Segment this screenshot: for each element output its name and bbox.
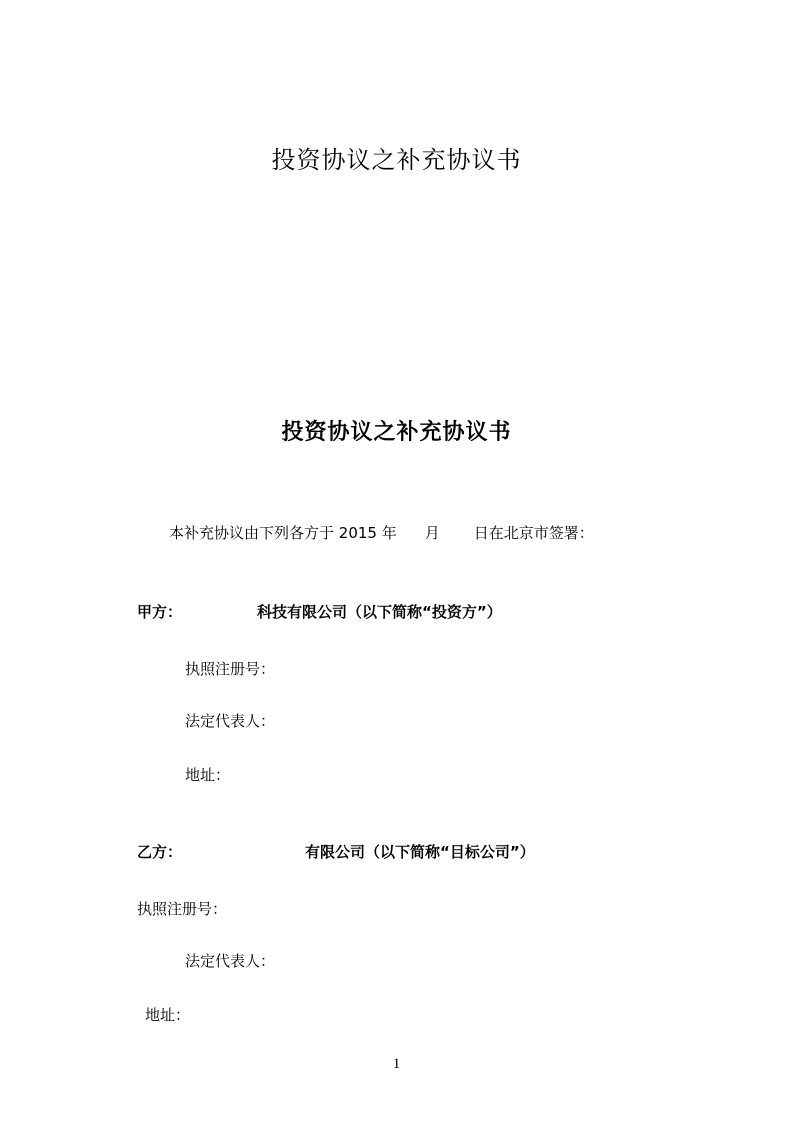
party-b-name: 有限公司（以下简称“目标公司”） <box>305 843 535 861</box>
intro-date-prefix: 本补充协议由下列各方于 2015 年 <box>169 524 397 542</box>
intro-suffix: 日在北京市签署： <box>473 524 594 542</box>
intro-month: 月 <box>424 524 440 542</box>
party-b-representative-label: 法定代表人： <box>185 952 276 970</box>
main-title: 投资协议之补充协议书 <box>281 420 512 445</box>
party-a-label: 甲方： <box>137 603 183 621</box>
party-b-registration-label: 执照注册号： <box>137 900 228 918</box>
party-a-registration-label: 执照注册号： <box>185 660 276 678</box>
party-a-address-label: 地址： <box>185 766 231 784</box>
page-number: 1 <box>392 1056 401 1072</box>
party-a-name: 科技有限公司（以下简称“投资方”） <box>257 603 502 621</box>
party-b-label: 乙方： <box>137 843 183 861</box>
party-a-representative-label: 法定代表人： <box>185 712 276 730</box>
party-b-address-label: 地址： <box>145 1006 191 1024</box>
cover-title: 投资协议之补充协议书 <box>271 146 522 174</box>
intro-paragraph <box>169 522 594 543</box>
